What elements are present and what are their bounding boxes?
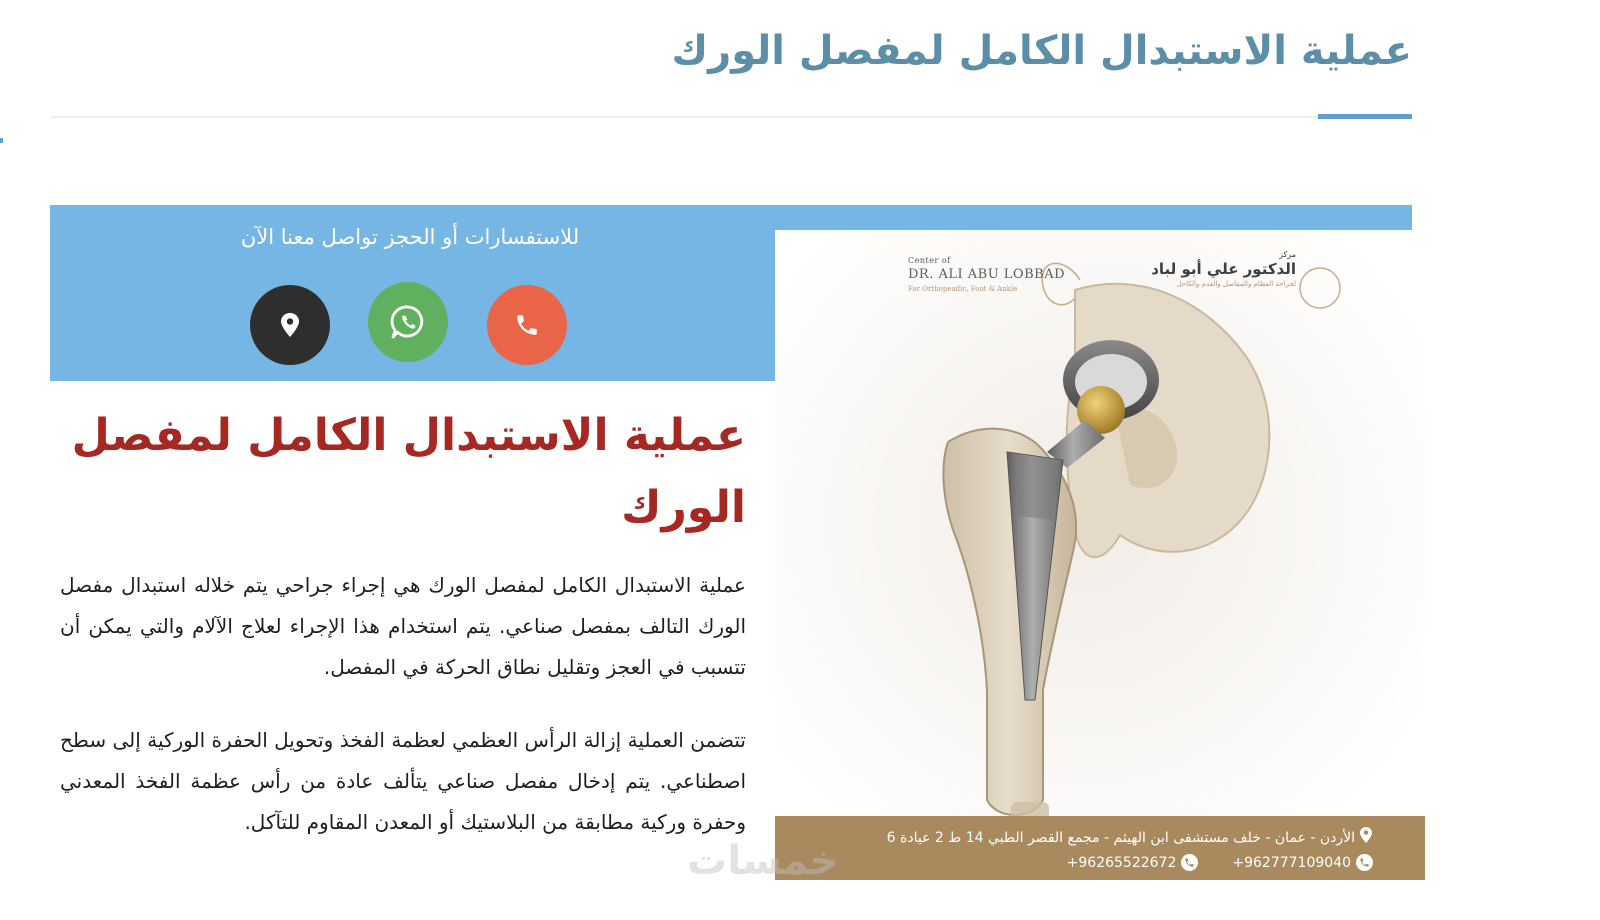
footer-phone-1-number: +962777109040 xyxy=(1232,854,1351,871)
footer-phone-2-number: +96265522672 xyxy=(1066,854,1177,871)
phone-icon xyxy=(1356,854,1373,871)
image-footer xyxy=(775,816,1425,880)
title-divider xyxy=(50,116,1412,118)
logo-ar-name: الدكتور علي أبو لباد xyxy=(1151,260,1296,278)
title-accent-bar xyxy=(1318,114,1412,119)
logo-en-top: Center of xyxy=(908,256,951,265)
article-body xyxy=(60,565,746,875)
article-title: عملية الاستبدال الكامل لمفصل الورك xyxy=(71,410,746,533)
footer-phone-2 xyxy=(1067,854,1199,871)
map-pin-icon xyxy=(279,312,301,338)
edge-mark xyxy=(0,138,3,143)
logo-ar-top: مركز xyxy=(1279,250,1296,259)
article-paragraph: تتضمن العملية إزالة الرأس العظمي لعظمة الفخذ وتحويل الحفرة الوركية إلى سطح اصطناعي. يتم إدخال مفصل صناعي يتألف عادة من رأس عظمة الفخذ المعدني وحفرة وركية مطابقة من البلاستيك أو المعدن المقاوم للتآكل. xyxy=(60,728,746,834)
footer-phones xyxy=(1067,854,1373,871)
phone-button[interactable] xyxy=(487,285,567,365)
whatsapp-icon xyxy=(389,303,427,341)
logo-en-name: DR. ALI ABU LOBBAD xyxy=(908,267,1066,282)
footer-address xyxy=(887,826,1373,846)
contact-heading: للاستفسارات أو الحجز تواصل معنا الآن xyxy=(240,225,580,249)
hip-implant-image xyxy=(775,230,1425,880)
location-pin-icon xyxy=(1359,826,1373,844)
logo-ar-sub: لجراحة العظام والمفاصل والقدم والكاحل xyxy=(1176,280,1296,288)
page-title: عملية الاستبدال الكامل لمفصل الورك xyxy=(671,28,1412,74)
footer-phone-1 xyxy=(1232,854,1373,871)
logo-en-sub: For Orthopeadic, Foot & Ankle xyxy=(908,285,1018,293)
logo-arabic xyxy=(1130,250,1296,288)
article-paragraph: عملية الاستبدال الكامل لمفصل الورك هي إجراء جراحي يتم خلاله استبدال مفصل الورك التالف بمفصل صناعي. يتم استخدام هذا الإجراء لعلاج الآلام والتي يمكن أن تتسبب في العجز وتقليل نطاق الحركة في المفصل. xyxy=(60,573,746,679)
watermark: خمسات xyxy=(687,838,839,884)
hip-implant-illustration xyxy=(775,230,1425,880)
phone-icon xyxy=(1181,854,1198,871)
phone-icon xyxy=(514,312,540,338)
whatsapp-button[interactable] xyxy=(368,282,448,362)
location-button[interactable] xyxy=(250,285,330,365)
footer-address-text: الأردن - عمان - خلف مستشفى ابن الهيثم - مجمع القصر الطبي 14 ط 2 عيادة 6 xyxy=(886,830,1355,846)
logo-english xyxy=(908,256,1065,293)
